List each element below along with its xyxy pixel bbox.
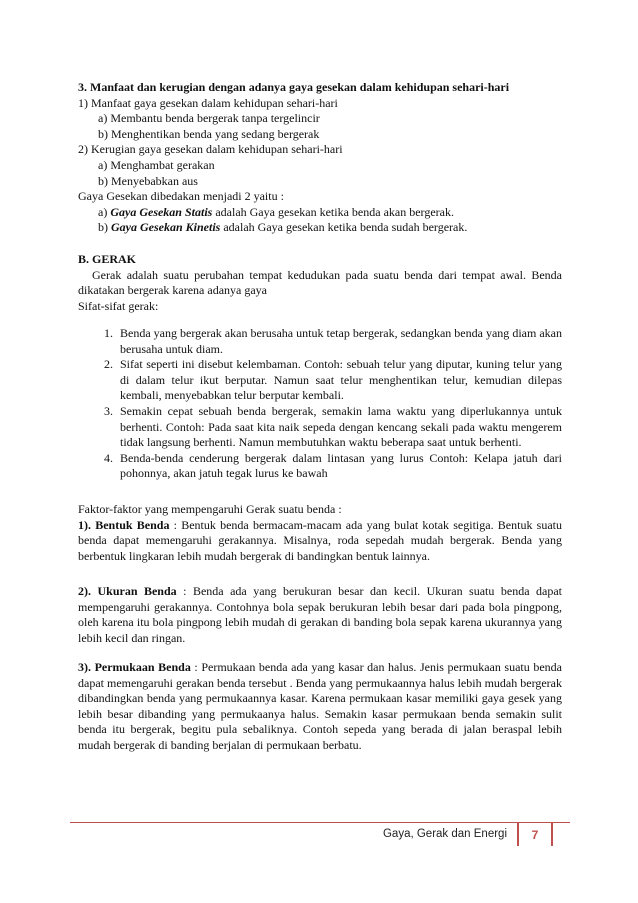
factor-shape-title: 1). Bentuk Benda — [78, 517, 170, 532]
factors-block — [78, 502, 562, 564]
property-2: 2. Sifat seperti ini disebut kelembaman. Contoh: sebuah telur yang diputar, kuning telur yang di dalam telur ikut berputar. Namun saat telur menghentikan telur, kemudian dilepas kembali, menyebabkan telur berputar kembali. — [116, 357, 562, 404]
factor-size-text: : Benda ada yang berukuran besar dan kecil. Ukuran suatu benda dapat mempengaruhi gerakannya. Contohnya bola sepak berukuran lebih besar dari pada bola pingpong, oleh karena itu bola pingpong lebih mudah di gerakan di banding bola sepak karena ukurannya yang lebih kecil dan ringan. — [78, 584, 562, 645]
drawback-b: b) Menyebabkan aus — [98, 173, 198, 188]
type-a-term: Gaya Gesekan Statis — [110, 204, 213, 219]
type-a-prefix: a) — [98, 204, 108, 219]
friction-type-static — [78, 205, 562, 221]
property-1: 1. Benda yang bergerak akan berusaha untuk tetap bergerak, sedangkan benda yang diam akan berusaha untuk diam. — [116, 326, 562, 357]
drawback-a: a) Menghambat gerakan — [98, 157, 215, 172]
benefits-item: 1) Manfaat gaya gesekan dalam kehidupan sehari-hari — [78, 95, 338, 110]
factor-surface — [78, 660, 562, 754]
footer-title: Gaya, Gerak dan Energi — [382, 828, 507, 840]
motion-definition: Gerak adalah suatu perubahan tempat kedudukan pada suatu benda dari tempat awal. Benda dikatakan bergerak karena adanya gaya — [78, 267, 562, 298]
properties-list-block — [78, 326, 562, 482]
type-a-rest: adalah Gaya gesekan ketika benda akan bergerak. — [215, 204, 454, 219]
type-b-term: Gaya Gesekan Kinetis — [111, 220, 221, 235]
page-number-box — [517, 822, 553, 846]
drawbacks-item: 2) Kerugian gaya gesekan dalam kehidupan sehari-hari — [78, 142, 343, 157]
friction-types-intro: Gaya Gesekan dibedakan menjadi 2 yaitu : — [78, 189, 284, 204]
properties-label: Sifat-sifat gerak: — [78, 298, 159, 313]
factor-surface-title: 3). Permukaan Benda — [78, 660, 191, 674]
factors-intro: Faktor-faktor yang mempengaruhi Gerak suatu benda : — [78, 502, 342, 516]
section-b-heading: B. GERAK — [78, 252, 137, 266]
property-3: 3. Semakin cepat sebuah benda bergerak, semakin lama waktu yang diperlukannya untuk berhenti. Contoh: Pada saat kita naik sepeda dengan kencang sekali pada waktu mengerem tidak langsung berhenti. Namun membutuhkan waktu beberapa saat untuk berhenti. — [116, 404, 562, 451]
factor-shape — [78, 518, 562, 565]
type-b-rest: adalah Gaya gesekan ketika benda sudah bergerak. — [223, 220, 468, 235]
property-4: 4. Benda-benda cenderung bergerak dalam lintasan yang lurus Contoh: Kelapa jatuh dari pohonnya, akan jatuh tegak lurus ke bawah — [116, 451, 562, 482]
factor-surface-text: : Permukaan benda ada yang kasar dan halus. Jenis permukaan suatu benda dapat memengaruhi gerakan benda tersebut . Benda yang permukaannya halus lebih mudah bergerak dibandingkan benda yang permukaannya kasar. Karena permukaan kasar memiliki gaya gesek yang lebih besar dibanding yang permukaanya halus. Semakin kasar permukaan benda semakin sulit benda itu bergerak, begitu pula sebaliknya. Contoh sepeda yang berada di jalan beraspal lebih mudah bergerak di banding berjalan di permukaan berbatu. — [78, 660, 562, 752]
benefit-a: a) Membantu benda bergerak tanpa tergelincir — [98, 111, 320, 126]
section-b — [78, 252, 562, 314]
properties-list — [78, 326, 562, 482]
type-b-prefix: b) — [98, 220, 108, 235]
section-3 — [78, 80, 562, 236]
factor-shape-text: : Bentuk benda bermacam-macam ada yang bulat kotak segitiga. Bentuk suatu benda dapat memengaruhi gerakannya. Misalnya, roda sepedah mudah bergerak. Benda yang berbentuk lingkaran lebih mudah bergerak di bandingkan bentuk lainnya. — [78, 517, 563, 563]
factor-size-title: 2). Ukuran Benda — [78, 584, 177, 598]
section-3-heading: 3. Manfaat dan kerugian dengan adanya gaya gesekan dalam kehidupan sehari-hari — [78, 80, 510, 94]
footer-rule — [70, 822, 570, 823]
friction-type-kinetic — [78, 220, 562, 236]
factor-size — [78, 584, 562, 646]
benefit-b: b) Menghentikan benda yang sedang bergerak — [98, 126, 320, 141]
page-number: 7 — [531, 828, 539, 842]
